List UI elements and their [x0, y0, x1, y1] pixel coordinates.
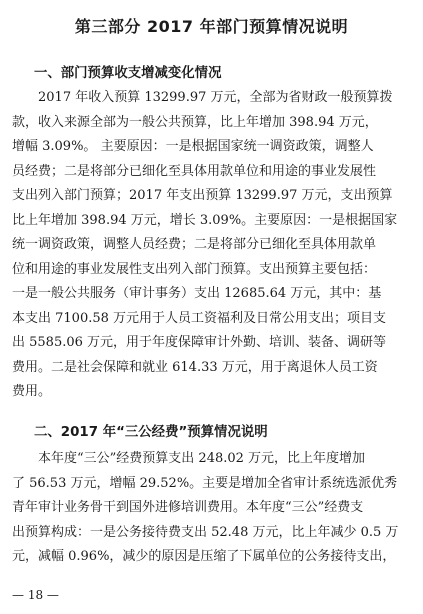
section-1-heading: 一、部门预算收支增减变化情况 [34, 66, 222, 81]
section-1-body [12, 86, 412, 405]
body-line: 款，收入来源全部为一般公共预算，比上年增加 398.94 万元， [12, 114, 378, 130]
body-line: 费用。二是社会保障和就业 614.33 万元，用于离退休人员工资 [12, 359, 378, 375]
body-line: 元，减幅 0.96%，减少的原因是压缩了下属单位的公务接待支出， [12, 549, 396, 564]
body-line: 出 5585.06 万元，用于年度保障审计外勤、培训、装备、调研等 [12, 335, 387, 350]
body-line: 员经费；二是将部分已细化至具体用款单位和用途的事业发展性 [12, 163, 377, 179]
document-title: 第三部分 2017 年部门预算情况说明 [74, 17, 349, 36]
body-line: 增幅 3.09%。 主要原因：一是根据国家统一调资政策，调整人 [12, 139, 374, 154]
page-number: — 18 — [12, 588, 59, 602]
section-2-heading: 二、2017 年“三公经费”预算情况说明 [34, 425, 268, 440]
body-line: 一是一般公共服务（审计事务）支出 12685.64 万元，其中：基 [12, 286, 382, 301]
body-line: 了 56.53 万元，增幅 29.52%。主要是增加全省审计系统选派优秀 [12, 475, 398, 491]
body-line: 出预算构成：一是公务接待费支出 52.48 万元，比上年减少 0.5 万 [12, 524, 399, 540]
section-2-body [12, 447, 412, 570]
body-line: 费用。 [12, 384, 52, 399]
body-line: 统一调资政策，调整人员经费；二是将部分已细化至具体用款单 [12, 237, 377, 252]
body-line: 本年度“三公”经费预算支出 248.02 万元，比上年度增加 [38, 451, 366, 466]
body-line: 比上年增加 398.94 万元，增长 3.09%。主要原因：一是根据国家 [12, 212, 398, 228]
body-line: 本支出 7100.58 万元用于人员工资福利及日常公用支出；项目支 [12, 310, 387, 326]
body-line: 2017 年收入预算 13299.97 万元，全部为省财政一般预算拨 [38, 90, 393, 105]
body-line: 支出列入部门预算；2017 年支出预算 13299.97 万元，支出预算 [12, 188, 393, 203]
body-line: 位和用途的事业发展性支出列入部门预算。支出预算主要包括： [12, 261, 377, 277]
body-line: 青年审计业务骨干到国外进修培训费用。本年度“三公”经费支 [12, 500, 364, 515]
